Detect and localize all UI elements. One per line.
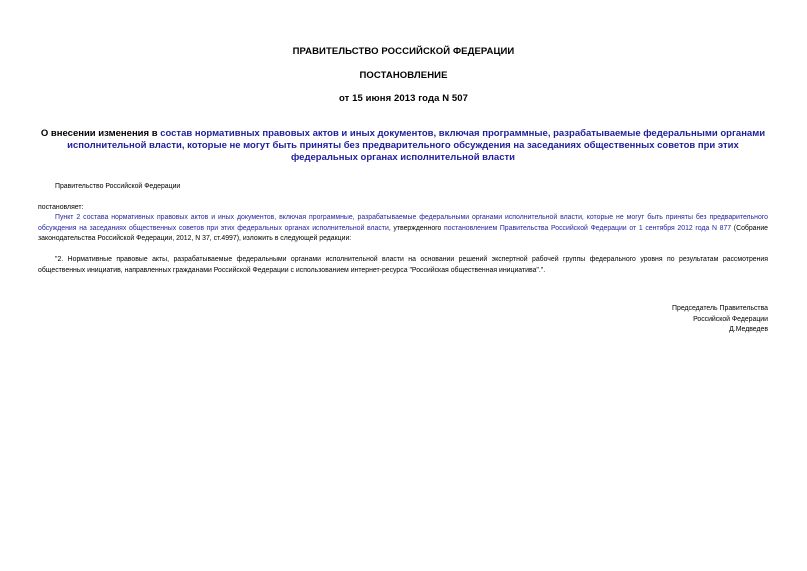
decree-word: постановляет: [38,204,84,211]
resolution-link[interactable]: постановлением Правительства Российской Федерации от 1 сентября 2012 года N 877 [444,224,732,232]
signature-title: Председатель Правительства [672,305,768,312]
document-subject [38,128,768,164]
signature-country: Российской Федерации [693,315,768,323]
quoted-paragraph: "2. Нормативные правовые акты, разрабатываемые федеральными органами исполнительной власти на основании решений экспертной рабочей группы федерального уровня по результатам рассмотрения общественных инициатив, направленных гражданами Российской Федерации с использованием интернет-ресурса "Российская общественная инициатива".". [38,256,768,274]
subject-link[interactable]: состав нормативных правовых актов и иных документов, включая программные, разрабатываемые федеральными органами исполнительной власти, которые не могут быть приняты без предварительного обсуждения на заседаниях общественных советов при этих федеральных органах исполнительной власти [67,128,766,163]
item-text-2: (Собрание законодательства Российской Федерации, 2012, N 37, ст.4997), изложить в следующей редакции: [38,224,768,243]
subject-prefix: О внесении изменения в [40,128,161,139]
intro-text: Правительство Российской Федерации [55,183,181,190]
document-type: ПОСТАНОВЛЕНИЕ [359,70,448,81]
item-paragraph [38,213,768,245]
signature-name: Д.Медведев [729,326,768,334]
document-date-number: от 15 июня 2013 года N 507 [338,93,469,104]
amended-document-link[interactable]: Пункт 2 состава нормативных правовых актов и иных документов, включая программные, разрабатываемые федеральными органами исполнительной власти, которые не могут быть приняты без предварительного обсуждения на заседаниях общественных советов при этих федеральных органах исполнительной власти [38,214,768,232]
government-title: ПРАВИТЕЛЬСТВО РОССИЙСКОЙ ФЕДЕРАЦИИ [292,46,515,57]
signature-block [568,304,768,336]
item-text-1: , утвержденного [388,224,445,232]
